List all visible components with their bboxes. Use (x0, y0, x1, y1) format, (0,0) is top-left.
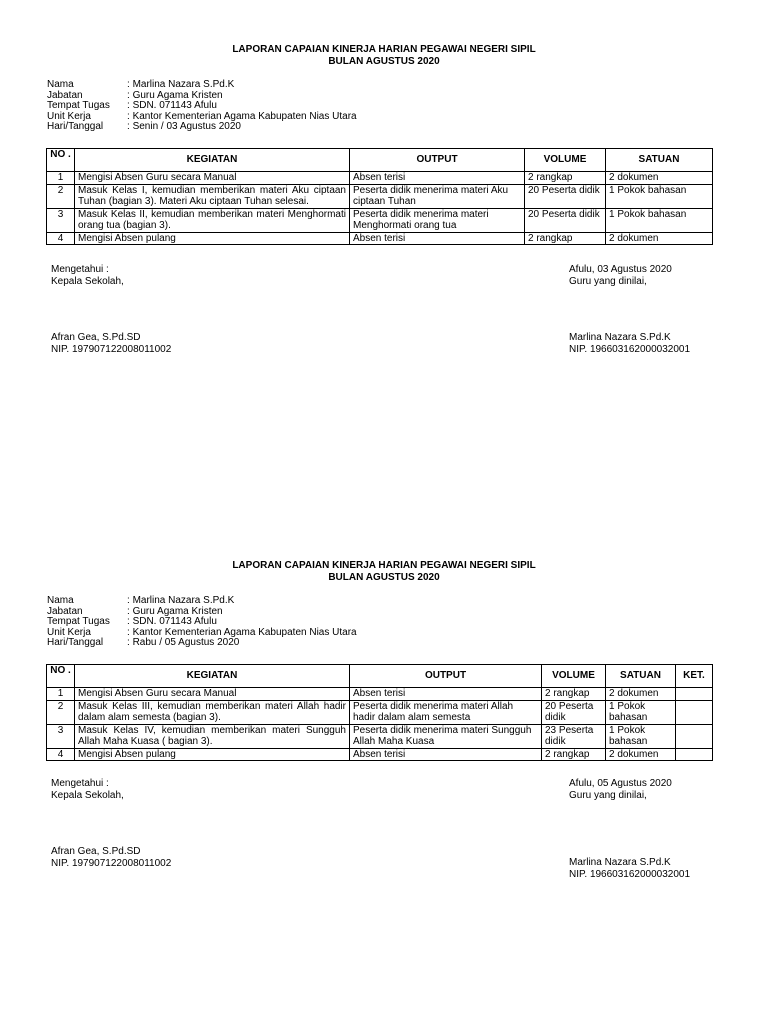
cell-volume: 2 rangkap (542, 688, 606, 701)
cell-volume: 23 Peserta didik (542, 724, 606, 748)
daily-report-1 (0, 44, 768, 355)
cell-output: Absen terisi (350, 172, 525, 185)
cell-no: 1 (47, 688, 75, 701)
cell-kegiatan: Mengisi Absen Guru secara Manual (75, 172, 350, 185)
identity-block (47, 596, 357, 649)
signature-nip: NIP. 197907122008011002 (51, 344, 172, 355)
daily-report-2 (0, 560, 768, 880)
cell-satuan: 1 Pokok bahasan (606, 700, 676, 724)
cell-ket (676, 688, 713, 701)
cell-kegiatan: Masuk Kelas II, kemudian memberikan materi Menghormati orang tua (bagian 3). (75, 208, 350, 232)
cell-no: 2 (47, 184, 75, 208)
table-row (47, 208, 713, 232)
cell-output: Absen terisi (350, 748, 542, 761)
table-row (47, 232, 713, 245)
signature-nip: NIP. 196603162000032001 (569, 344, 691, 355)
signature-principal-name-block (51, 846, 171, 870)
signature-place-date: Afulu, 03 Agustus 2020 (569, 264, 672, 275)
identity-value: : Kantor Kementerian Agama Kabupaten Nias Utara (127, 112, 357, 123)
identity-label: Hari/Tanggal (47, 637, 104, 648)
signature-place-date: Afulu, 05 Agustus 2020 (569, 778, 672, 789)
identity-value: : Guru Agama Kristen (127, 607, 223, 618)
header-satuan: SATUAN (606, 149, 713, 172)
signature-role: Guru yang dinilai, (569, 790, 647, 801)
signature-teacher (569, 264, 672, 288)
cell-no: 3 (47, 724, 75, 748)
title-line-1: LAPORAN CAPAIAN KINERJA HARIAN PEGAWAI NEGERI SIPIL (232, 44, 536, 55)
cell-satuan: 1 Pokok bahasan (606, 208, 713, 232)
cell-volume: 20 Peserta didik (525, 184, 606, 208)
header-volume: VOLUME (542, 665, 606, 688)
header-no: NO . (47, 665, 75, 688)
identity-value: : Rabu / 05 Agustus 2020 (127, 638, 239, 649)
identity-value: : Marlina Nazara S.Pd.K (127, 80, 234, 91)
identity-row-nama (47, 596, 357, 607)
title-line-1: LAPORAN CAPAIAN KINERJA HARIAN PEGAWAI NEGERI SIPIL (232, 560, 536, 571)
identity-row-hari-tanggal (47, 122, 357, 133)
identity-row-tempat-tugas (47, 101, 357, 112)
identity-value: : Guru Agama Kristen (127, 91, 223, 102)
signature-name: Marlina Nazara S.Pd.K (569, 332, 671, 343)
cell-no: 3 (47, 208, 75, 232)
header-satuan: SATUAN (606, 665, 676, 688)
cell-satuan: 2 dokumen (606, 688, 676, 701)
cell-volume: 2 rangkap (525, 232, 606, 245)
identity-row-tempat-tugas (47, 617, 357, 628)
signature-teacher-name-block (569, 857, 690, 881)
cell-output: Peserta didik menerima materi Allah hadir dalam alam semesta (350, 700, 542, 724)
header-kegiatan: KEGIATAN (75, 665, 350, 688)
cell-ket (676, 748, 713, 761)
signature-role: Kepala Sekolah, (51, 276, 124, 287)
cell-ket (676, 700, 713, 724)
identity-value: : Kantor Kementerian Agama Kabupaten Nias Utara (127, 628, 357, 639)
cell-output: Peserta didik menerima materi Aku ciptaan Tuhan (350, 184, 525, 208)
signature-nip: NIP. 197907122008011002 (51, 858, 172, 869)
cell-volume: 20 Peserta didik (525, 208, 606, 232)
identity-label: Unit Kerja (47, 110, 91, 122)
cell-volume: 2 rangkap (542, 748, 606, 761)
table-row (47, 688, 713, 701)
header-volume: VOLUME (525, 149, 606, 172)
cell-satuan: 2 dokumen (606, 172, 713, 185)
table-header-row (47, 665, 713, 688)
signature-nip: NIP. 196603162000032001 (569, 869, 691, 880)
cell-satuan: 1 Pokok bahasan (606, 724, 676, 748)
title-line-2: BULAN AGUSTUS 2020 (328, 55, 440, 67)
cell-no: 2 (47, 700, 75, 724)
cell-output: Absen terisi (350, 688, 542, 701)
table-row (47, 748, 713, 761)
cell-kegiatan: Mengisi Absen Guru secara Manual (75, 688, 350, 701)
identity-label: Hari/Tanggal (47, 121, 104, 132)
cell-kegiatan: Masuk Kelas III, kemudian memberikan materi Allah hadir dalam alam semesta (bagian 3). (75, 700, 350, 724)
cell-satuan: 2 dokumen (606, 748, 676, 761)
activity-table (46, 148, 713, 245)
cell-kegiatan: Masuk Kelas I, kemudian memberikan materi Aku ciptaan Tuhan (bagian 3). Materi Aku ciptaan Tuhan selesai. (75, 184, 350, 208)
cell-no: 4 (47, 232, 75, 245)
identity-label: Jabatan (47, 89, 83, 101)
signature-teacher-name-block (569, 332, 690, 356)
title-line-2: BULAN AGUSTUS 2020 (328, 571, 440, 583)
cell-kegiatan: Mengisi Absen pulang (75, 232, 350, 245)
identity-label: Nama (47, 595, 74, 606)
header-no: NO . (47, 149, 75, 172)
identity-row-nama (47, 80, 357, 91)
identity-value: : Senin / 03 Agustus 2020 (127, 122, 241, 133)
table-row (47, 184, 713, 208)
header-kegiatan: KEGIATAN (75, 149, 350, 172)
header-output: OUTPUT (350, 665, 542, 688)
signature-teacher (569, 778, 672, 802)
cell-output: Peserta didik menerima materi Menghormati orang tua (350, 208, 525, 232)
signature-name: Marlina Nazara S.Pd.K (569, 857, 671, 868)
cell-volume: 2 rangkap (525, 172, 606, 185)
header-ket: KET. (676, 665, 713, 688)
identity-label: Unit Kerja (47, 626, 91, 638)
cell-no: 4 (47, 748, 75, 761)
cell-satuan: 2 dokumen (606, 232, 713, 245)
identity-row-hari-tanggal (47, 638, 357, 649)
report-title (0, 560, 768, 583)
identity-label: Tempat Tugas (47, 100, 110, 111)
cell-kegiatan: Mengisi Absen pulang (75, 748, 350, 761)
identity-label: Tempat Tugas (47, 616, 110, 627)
table-row (47, 172, 713, 185)
identity-value: : Marlina Nazara S.Pd.K (127, 596, 234, 607)
table-header-row (47, 149, 713, 172)
cell-output: Peserta didik menerima materi Sungguh Allah Maha Kuasa (350, 724, 542, 748)
signature-principal (51, 778, 124, 802)
identity-value: : SDN. 071143 Afulu (127, 101, 217, 112)
signature-name: Afran Gea, S.Pd.SD (51, 846, 141, 857)
identity-value: : SDN. 071143 Afulu (127, 617, 217, 628)
signature-principal (51, 264, 124, 288)
signature-role: Guru yang dinilai, (569, 276, 647, 287)
cell-volume: 20 Peserta didik (542, 700, 606, 724)
cell-ket (676, 724, 713, 748)
identity-label: Nama (47, 79, 74, 90)
signature-heading: Mengetahui : (51, 264, 109, 275)
cell-output: Absen terisi (350, 232, 525, 245)
cell-satuan: 1 Pokok bahasan (606, 184, 713, 208)
header-output: OUTPUT (350, 149, 525, 172)
signature-heading: Mengetahui : (51, 778, 109, 789)
table-row (47, 724, 713, 748)
cell-no: 1 (47, 172, 75, 185)
activity-table (46, 664, 713, 761)
identity-block (47, 80, 357, 133)
signature-role: Kepala Sekolah, (51, 790, 124, 801)
table-row (47, 700, 713, 724)
cell-kegiatan: Masuk Kelas IV, kemudian memberikan materi Sungguh Allah Maha Kuasa ( bagian 3). (75, 724, 350, 748)
signature-principal-name-block (51, 332, 171, 356)
identity-label: Jabatan (47, 605, 83, 617)
signature-name: Afran Gea, S.Pd.SD (51, 332, 141, 343)
report-title (0, 44, 768, 67)
